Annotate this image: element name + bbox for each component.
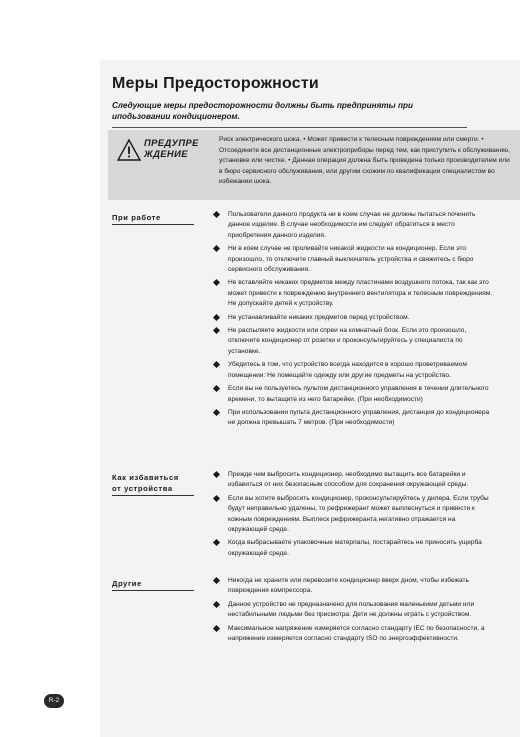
subtitle-divider — [112, 127, 467, 128]
bullet-diamond-icon — [213, 577, 220, 584]
list-item-text: Не вставляйте никаких предметов между пластинами воздушного потока, так как это может привести к повреждению внутреннего вентилятора и телесным повреждениям. Не допускайте детей к устройству. — [228, 279, 493, 308]
list-item — [214, 384, 494, 405]
bullet-diamond-icon — [213, 245, 220, 252]
page-number-badge: R-2 — [44, 694, 64, 708]
warning-label-line2: ЖДЕНИЕ — [144, 147, 188, 159]
list-item — [214, 538, 494, 559]
list-item — [214, 278, 494, 309]
disposal-list — [214, 470, 494, 562]
list-item-text: Убедитесь в том, что устройство всегда находится в хорошо проветриваемом помещении: Не помещайте одежду или другие предметы на устройство. — [228, 361, 467, 379]
bullet-diamond-icon — [213, 409, 220, 416]
list-item — [214, 326, 494, 357]
operation-list — [214, 210, 494, 432]
list-item — [214, 600, 494, 621]
list-item — [214, 313, 494, 323]
list-item-text: Если вы не пользуетесь пультом дистанционного управления в течении длительного времени, то вытащите из него батарейки. (При необходимости) — [228, 385, 489, 403]
list-item-text: Если вы хотите выбросить кондиционер, проконсультируйтесь у дилера. Если трубы будут неправильно удалены, то рефрижерант может выплеснуться и привести к кожным повреждениям. Выплеск рефрижеранта негативно отражается на окружающей среде. — [228, 494, 489, 534]
section-label-line1: Другие — [112, 579, 142, 588]
warning-triangle-icon — [116, 138, 142, 162]
section-label-disposal — [112, 472, 194, 496]
section-label-operation — [112, 212, 194, 225]
list-item-text: Ни в коем случае не проливайте никакой жидкости на кондиционер. Если это произошло, то отключите главный выключатель устройства и свяжитесь с бюро сервисного обслуживания. — [228, 245, 474, 274]
list-item-text: Не устанавливайте никаких предметов перед устройством. — [228, 313, 410, 321]
bullet-diamond-icon — [213, 471, 220, 478]
bullet-diamond-icon — [213, 314, 220, 321]
warning-label-line1: ПРЕДУПРЕ — [144, 137, 199, 148]
bullet-diamond-icon — [213, 495, 220, 502]
other-list — [214, 576, 494, 647]
list-item — [214, 470, 494, 491]
list-item — [214, 494, 494, 536]
section-label-line1: Как избавиться — [112, 473, 179, 482]
bullet-diamond-icon — [213, 211, 220, 218]
list-item — [214, 408, 494, 429]
list-item-text: Никогда не храните или перевозите кондиционер вверх дном, чтобы избежать повреждения компрессора. — [228, 577, 469, 595]
list-item-text: Пользователи данного продукта ни в коем случае не должны пытаться починить данное изделие. В случае необходимости им следует обратиться в место приобретения данного изделия. — [228, 211, 476, 239]
bullet-diamond-icon — [213, 539, 220, 546]
list-item — [214, 210, 494, 241]
section-label-line2: от устройства — [112, 484, 173, 493]
list-item-text: При использовании пульта дистанционного управления, дистанция до кондиционера не должна превышать 7 метров. (При необходимости) — [228, 408, 490, 427]
list-item-text: Когда выбрасываете упаковочные матерпалы, постарайтесь не приносить ущерба окружающей среде. — [228, 539, 482, 557]
list-item-text: Данное устройство не предназначено для пользования маленькими детьми или нестабильными людьми без присмотра: Дети не должны играть с устройством. — [228, 600, 475, 619]
bullet-diamond-icon — [213, 625, 220, 632]
bullet-diamond-icon — [213, 327, 220, 334]
list-item-text: Не распыляете жидкости или спреи на комнатный блок. Если это произошло, отключите кондиционер от розетки и проконсультируйтесь у специалиста по установке. — [228, 327, 467, 355]
bullet-diamond-icon — [213, 361, 220, 368]
section-label-line1: При работе — [112, 213, 161, 222]
bullet-diamond-icon — [213, 279, 220, 286]
section-label-other — [112, 578, 194, 591]
list-item-text: Прежде чем выбросить кондиционер, необходимо вытащить все батарейки и избавиться от них безопасным способом для сохранения окружающей среды. — [228, 471, 469, 489]
list-item-text: Максимальное напряжение измеряется согласно стандарту IEC по безопасности, а напряжение измеряется согласно стандарту ISO по энергоэффективности. — [228, 624, 485, 643]
list-item — [214, 360, 494, 381]
list-item — [214, 244, 494, 275]
list-item — [214, 624, 494, 645]
bullet-diamond-icon — [213, 601, 220, 608]
page-subtitle: Следующие меры предосторожности должны быть предприняты при иподьзовании кондиционером. — [112, 101, 413, 121]
warning-text: Риск электрического шока. • Может привести к телесным повреждениям или смерти. • Отсоедините все дистанционные электроприборы перед тем, как приступить к обслуживанию, установке или чистке. • Данная операция должна быть проведена только производителем или в бюро сервисного обслуживания, или другим схожим по квалификации специалистом во избежании шока. — [219, 136, 510, 186]
page-title: Меры Предосторожности — [112, 75, 319, 92]
bullet-diamond-icon — [213, 385, 220, 392]
warning-label — [144, 138, 210, 159]
list-item — [214, 576, 494, 597]
